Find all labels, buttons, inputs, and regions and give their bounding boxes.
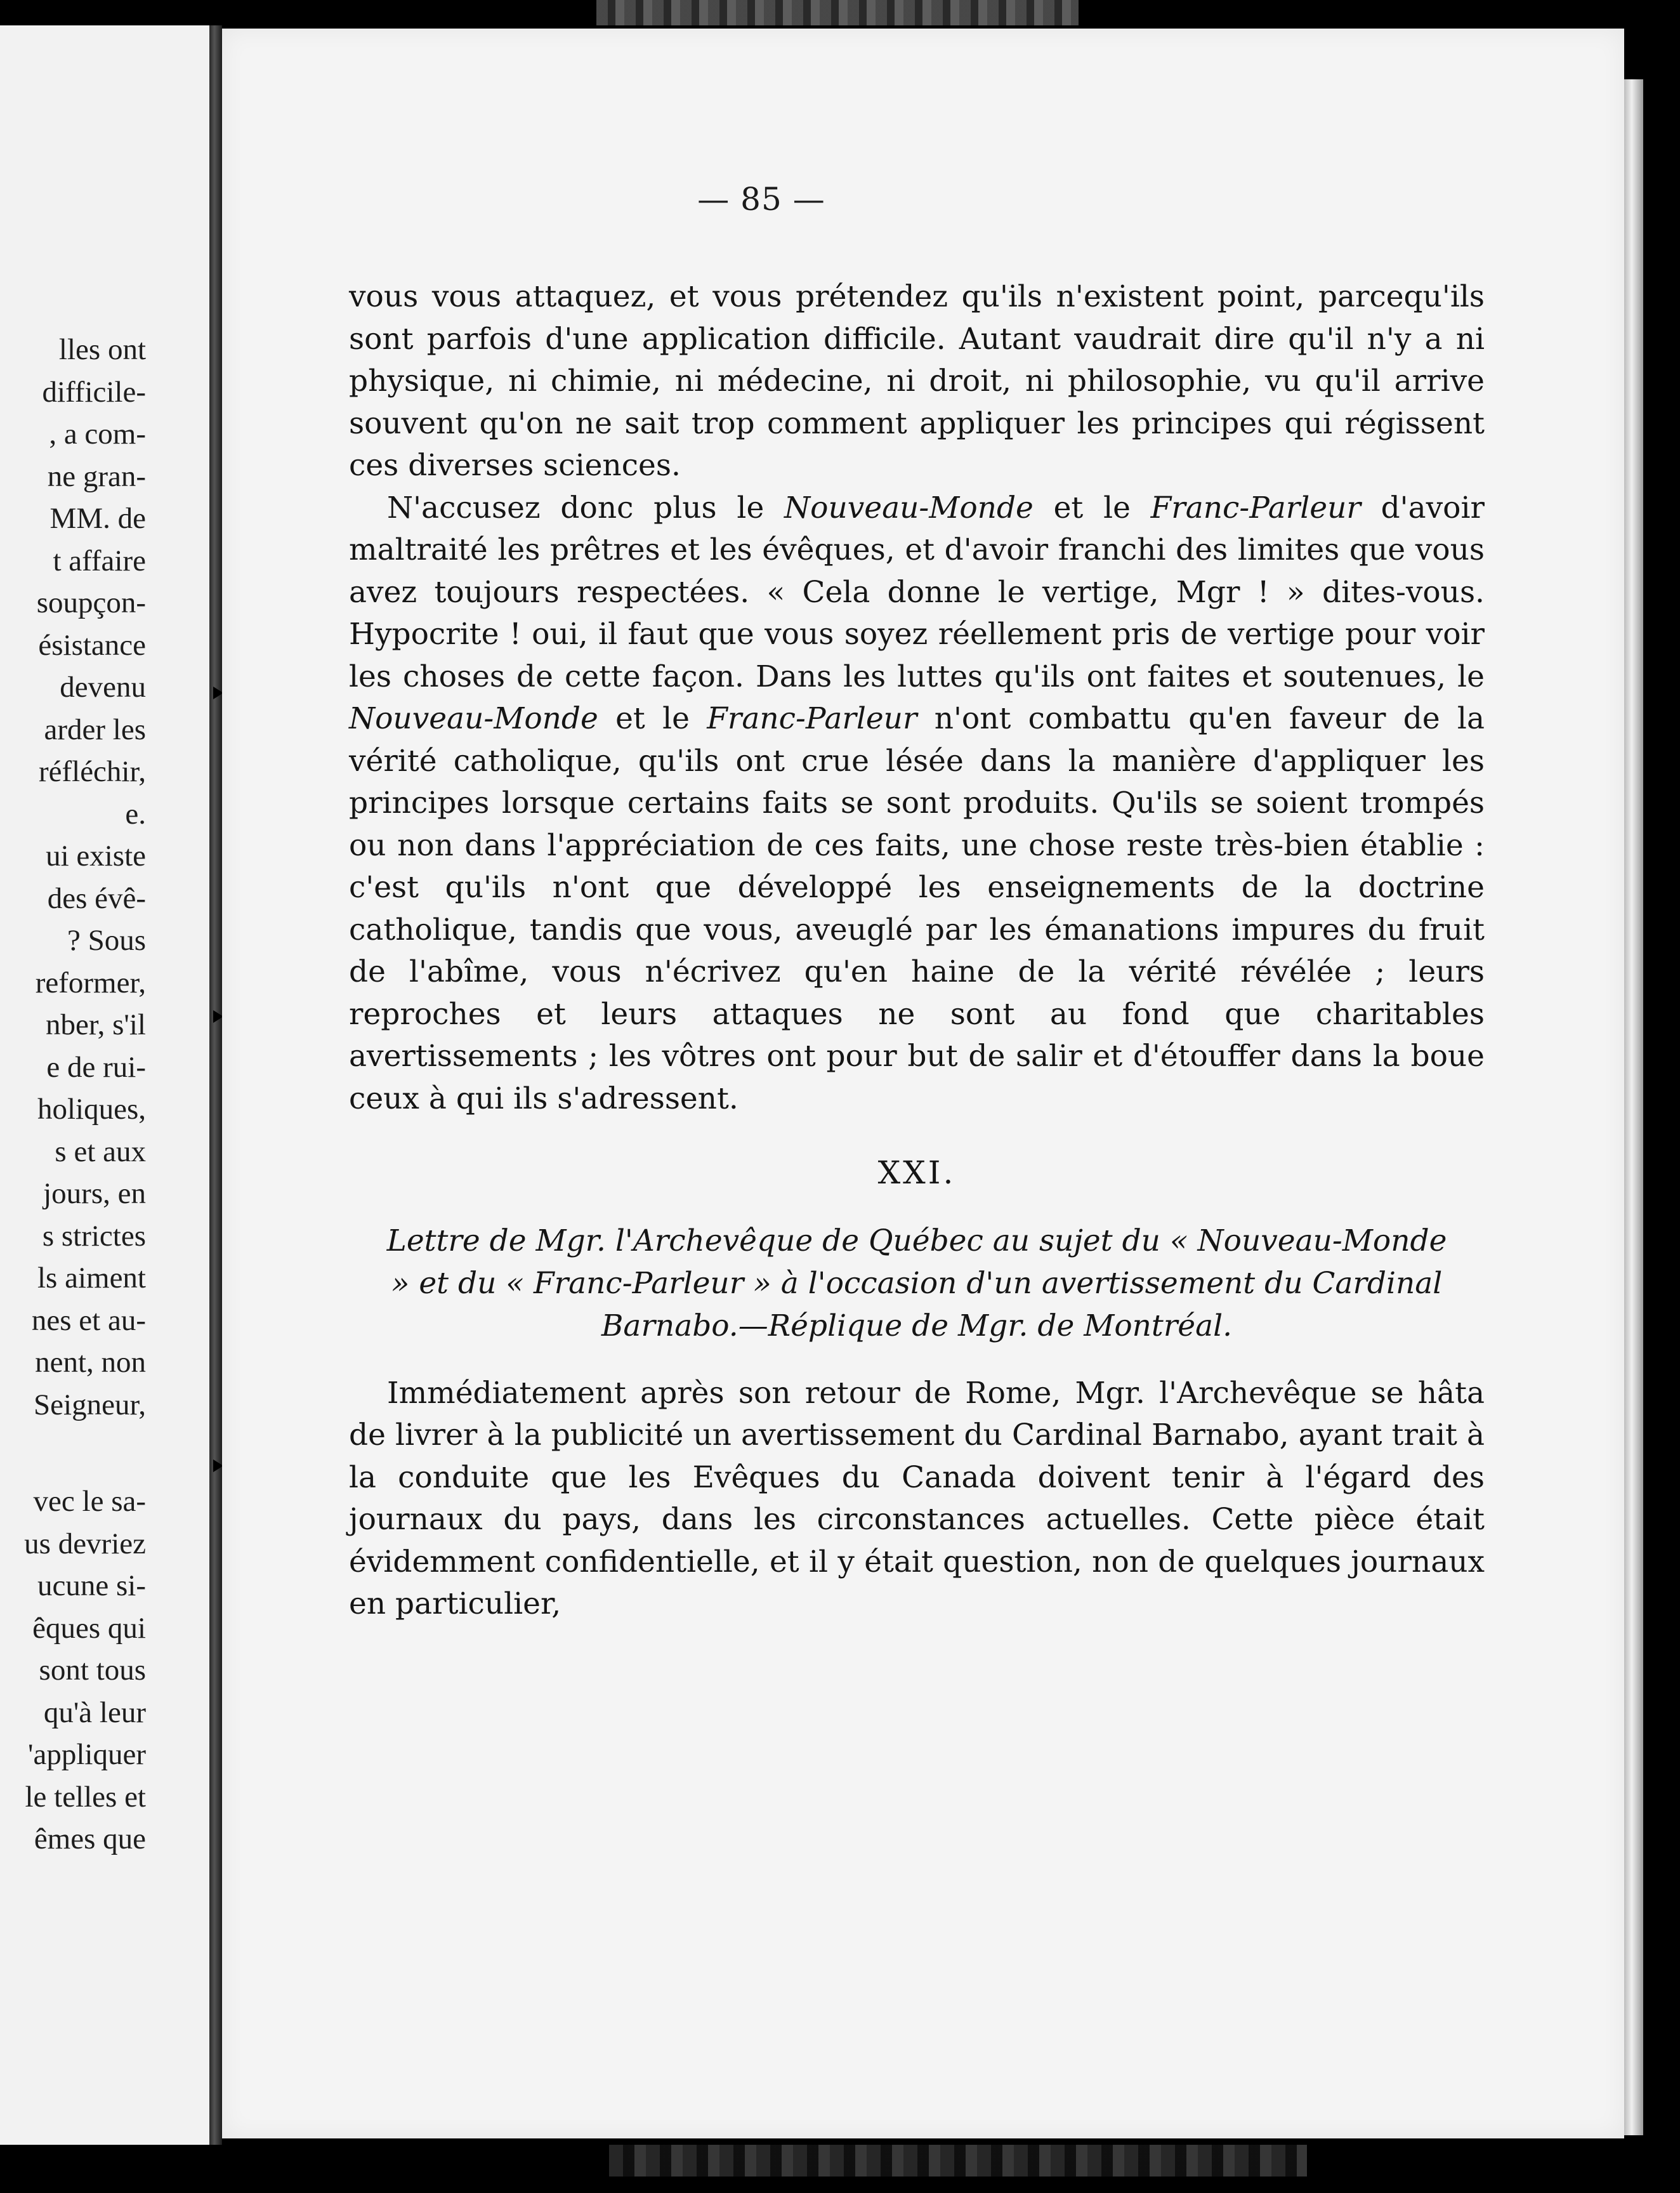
left-fragment: reformer, (35, 966, 146, 999)
left-fragment: lles ont (58, 333, 146, 366)
newspaper-name: Franc-Parleur (1150, 490, 1361, 525)
left-fragment: MM. de (49, 502, 146, 535)
page-edge (1624, 79, 1643, 2135)
left-fragment: holiques, (37, 1093, 146, 1126)
left-page-text-fragments (24, 329, 146, 1860)
left-fragment: réfléchir, (38, 755, 146, 788)
section-subtitle: Lettre de Mgr. l'Archevêque de Québec au sujet du « Nouveau-Monde » et du « Franc-Parleur » à l'occasion d'un avertissement du Cardinal Barnabo.—Réplique de Mgr. de Montréal. (386, 1223, 1447, 1343)
left-fragment: t affaire (53, 544, 146, 577)
paragraph-2 (349, 487, 1485, 1121)
paragraph-2-text: et le (598, 701, 707, 736)
left-fragment: êques qui (32, 1611, 146, 1645)
page-number: — 85 — (697, 181, 825, 218)
left-page (0, 25, 209, 2145)
left-fragment: difficile- (42, 375, 146, 409)
left-fragment: ne gran- (47, 459, 146, 493)
left-fragment: 'appliquer (28, 1738, 146, 1771)
book-gutter (209, 25, 222, 2145)
left-fragment: ls aiment (37, 1261, 146, 1294)
left-fragment: ui existe (46, 840, 146, 873)
left-fragment: sont tous (39, 1654, 146, 1687)
left-fragment: vec le sa- (33, 1485, 146, 1518)
left-fragment: soupçon- (36, 586, 146, 619)
left-fragment: nent, non (35, 1346, 146, 1379)
left-fragment: , a com- (49, 418, 146, 451)
left-fragment: e de rui- (46, 1050, 146, 1084)
newspaper-name: Nouveau-Monde (349, 701, 598, 736)
newspaper-name: Nouveau-Monde (784, 490, 1034, 525)
left-fragment: jours, en (43, 1177, 146, 1210)
left-fragment: Seigneur, (34, 1388, 146, 1421)
paragraph-2-text: n'ont combattu qu'en faveur de la vérité catholique, qu'ils ont crue lésée dans la manière d'appliquer les principes lorsque certains faits se sont produits. Qu'ils se soient trompés ou non dans l'appréciation de ces faits, une chose reste très-bien établie : c'est qu'ils n'ont que développé les enseignements de la doctrine catholique, tandis que vous, aveuglé par les émanations impures du fruit de l'abîme, vous n'écrivez qu'en haine de la vérité révélée ; leurs reproches et leurs attaques ne sont au fond que charitables avertissements ; les vôtres ont pour but de salir et d'étouffer dans la boue ceux à qui ils s'adressent. (349, 701, 1485, 1116)
left-fragment: s strictes (42, 1219, 146, 1253)
left-fragment: des évê- (47, 881, 146, 915)
left-fragment: e. (125, 797, 146, 831)
left-fragment: us devriez (24, 1527, 146, 1560)
top-edge-scrap (596, 0, 1079, 25)
right-page (222, 29, 1624, 2138)
bottom-edge-scrap (609, 2145, 1307, 2177)
left-fragment: êmes que (34, 1822, 146, 1855)
section-heading: XXI. (877, 1154, 956, 1191)
paragraph-3: Immédiatement après son retour de Rome, Mgr. l'Archevêque se hâta de livrer à la publicité un avertissement du Cardinal Barnabo, ayant trait à la conduite que les Evêques du Canada doivent tenir à l'égard des journaux du pays, dans les circonstances actuelles. Cette pièce était évidemment confidentielle, et il y était question, non de quelques journaux en particulier, (349, 1375, 1485, 1621)
left-fragment: nes et au- (31, 1303, 146, 1337)
paragraph-2-text: d'avoir maltraité les prêtres et les évêques, et d'avoir franchi des limites que vous avez toujours respectées. « Cela donne le vertige, Mgr ! » dites-vous. Hypocrite ! oui, il faut que vous soyez réellement pris de vertige pour voir les choses de cette façon. Dans les luttes qu'ils ont faites et soutenues, le (349, 490, 1485, 694)
left-fragment: arder les (44, 713, 146, 746)
newspaper-name: Franc-Parleur (707, 701, 917, 736)
left-fragment: qu'à leur (43, 1696, 146, 1729)
left-fragment: s et aux (55, 1135, 146, 1168)
left-fragment: ? Sous (67, 924, 146, 957)
left-fragment: le telles et (25, 1780, 146, 1814)
paragraph-1: vous vous attaquez, et vous prétendez qu'ils n'existent point, parcequ'ils sont parfois d'une application difficile. Autant vaudrait dire qu'il n'y a ni physique, ni chimie, ni médecine, ni droit, ni philosophie, vu qu'il arrive souvent qu'on ne sait trop comment appliquer les principes qui régissent ces diverses sciences. (349, 279, 1485, 483)
left-fragment: ésistance (38, 628, 146, 662)
left-fragment: ucune si- (37, 1569, 146, 1602)
left-fragment: devenu (60, 671, 146, 704)
left-fragment: nber, s'il (45, 1008, 146, 1041)
paragraph-2-text: N'accusez donc plus le (387, 490, 785, 525)
paragraph-2-text: et le (1033, 490, 1151, 525)
body-text (349, 276, 1485, 1626)
